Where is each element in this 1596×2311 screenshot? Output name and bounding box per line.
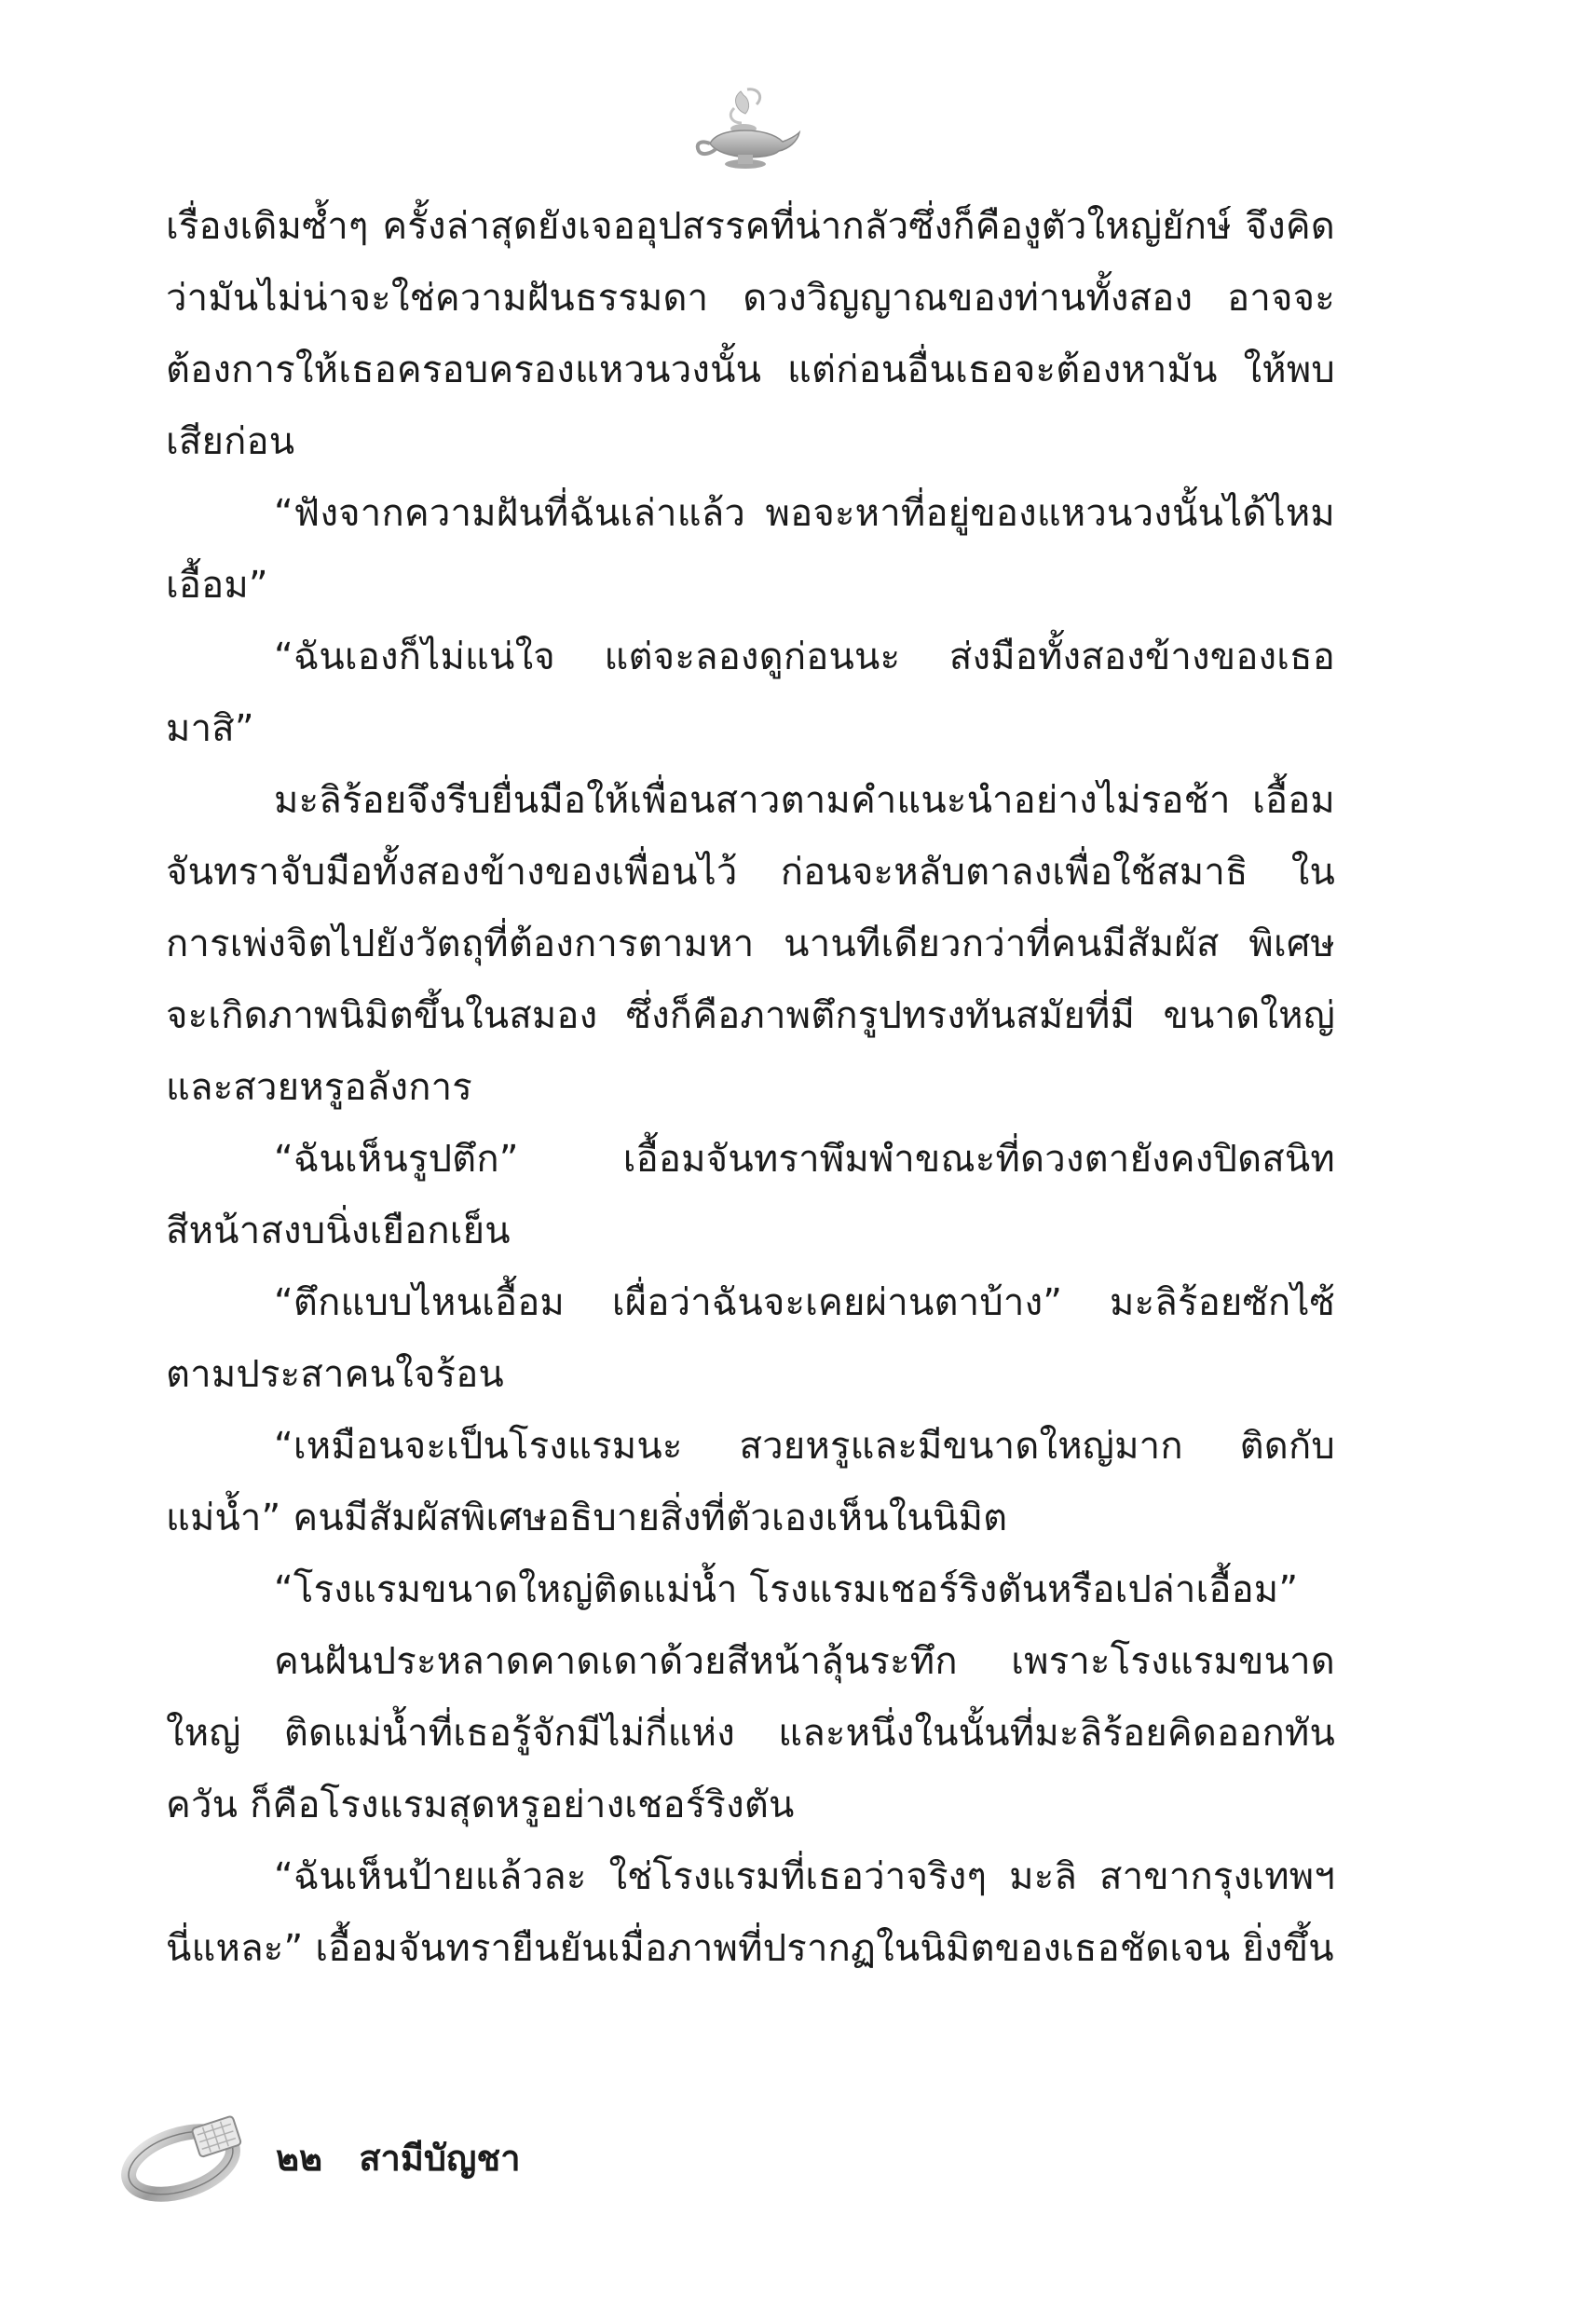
book-title: สามีบัญชา [359, 2138, 521, 2179]
paragraph: “ตึกแบบไหนเอื้อม เผื่อว่าฉันจะเคยผ่านตาบ้าง” มะลิร้อยซักไซ้ ตามประสาคนใจร้อน [166, 1281, 1335, 1396]
paragraph: มะลิร้อยจึงรีบยื่นมือให้เพื่อนสาวตามคำแนะนำอย่างไม่รอช้า เอื้อมจันทราจับมือทั้งสองข้างของเพื่อนไว้ ก่อนจะหลับตาลงเพื่อใช้สมาธิ ในการเพ่งจิตไปยังวัตถุที่ต้องการตามหา นานทีเดียวกว่าที่คนมีสัมผัส พิเศษจะเกิดภาพนิมิตขึ้นในสมอง ซึ่งก็คือภาพตึกรูปทรงทันสมัยที่มี ขนาดใหญ่และสวยหรูอลังการ [166, 779, 1335, 1109]
genie-lamp-icon [689, 82, 801, 175]
paragraph: “ฉันเห็นป้ายแล้วละ ใช่โรงแรมที่เธอว่าจริงๆ มะลิ สาขากรุงเทพฯ นี่แหละ” เอื้อมจันทรายืนยันเมื่อภาพที่ปรากฏในนิมิตของเธอชัดเจน ยิ่งขึ้น [166, 1855, 1335, 1970]
paragraph: เรื่องเดิมซ้ำๆ ครั้งล่าสุดยังเจออุปสรรคที่น่ากลัวซึ่งก็คืองูตัวใหญ่ยักษ์ จึงคิดว่ามันไม่น่าจะใช่ความฝันธรรมดา ดวงวิญญาณของท่านทั้งสอง อาจจะต้องการให้เธอครอบครองแหวนวงนั้น แต่ก่อนอื่นเธอจะต้องหามัน ให้พบเสียก่อน [166, 205, 1335, 463]
folio [276, 2129, 521, 2186]
paragraph: “เหมือนจะเป็นโรงแรมนะ สวยหรูและมีขนาดใหญ่มาก ติดกับ แม่น้ำ” คนมีสัมผัสพิเศษอธิบายสิ่งที่ตัวเองเห็นในนิมิต [166, 1425, 1335, 1539]
page-number: ๒๒ [276, 2138, 323, 2179]
body-text [166, 191, 1335, 1985]
page-footer [119, 2101, 771, 2204]
paragraph: “ฉันเองก็ไม่แน่ใจ แต่จะลองดูก่อนนะ ส่งมือทั้งสองข้างของเธอ มาสิ” [166, 636, 1335, 750]
paragraph: “ฉันเห็นรูปตึก” เอื้อมจันทราพึมพำขณะที่ดวงตายังคงปิดสนิท สีหน้าสงบนิ่งเยือกเย็น [166, 1138, 1335, 1252]
paragraph: “โรงแรมขนาดใหญ่ติดแม่น้ำ โรงแรมเชอร์ริงตันหรือเปล่าเอื้อม” [274, 1568, 1299, 1611]
paragraph: “ฟังจากความฝันที่ฉันเล่าแล้ว พอจะหาที่อยู่ของแหวนวงนั้นได้ไหม เอื้อม” [166, 492, 1335, 607]
paragraph: คนฝันประหลาดคาดเดาด้วยสีหน้าลุ้นระทึก เพราะโรงแรมขนาดใหญ่ ติดแม่น้ำที่เธอรู้จักมีไม่กี่แห่ง และหนึ่งในนั้นที่มะลิร้อยคิดออกทันควัน ก็คือโรงแรมสุดหรูอย่างเชอร์ริงตัน [166, 1640, 1335, 1826]
ring-icon [119, 2101, 259, 2204]
